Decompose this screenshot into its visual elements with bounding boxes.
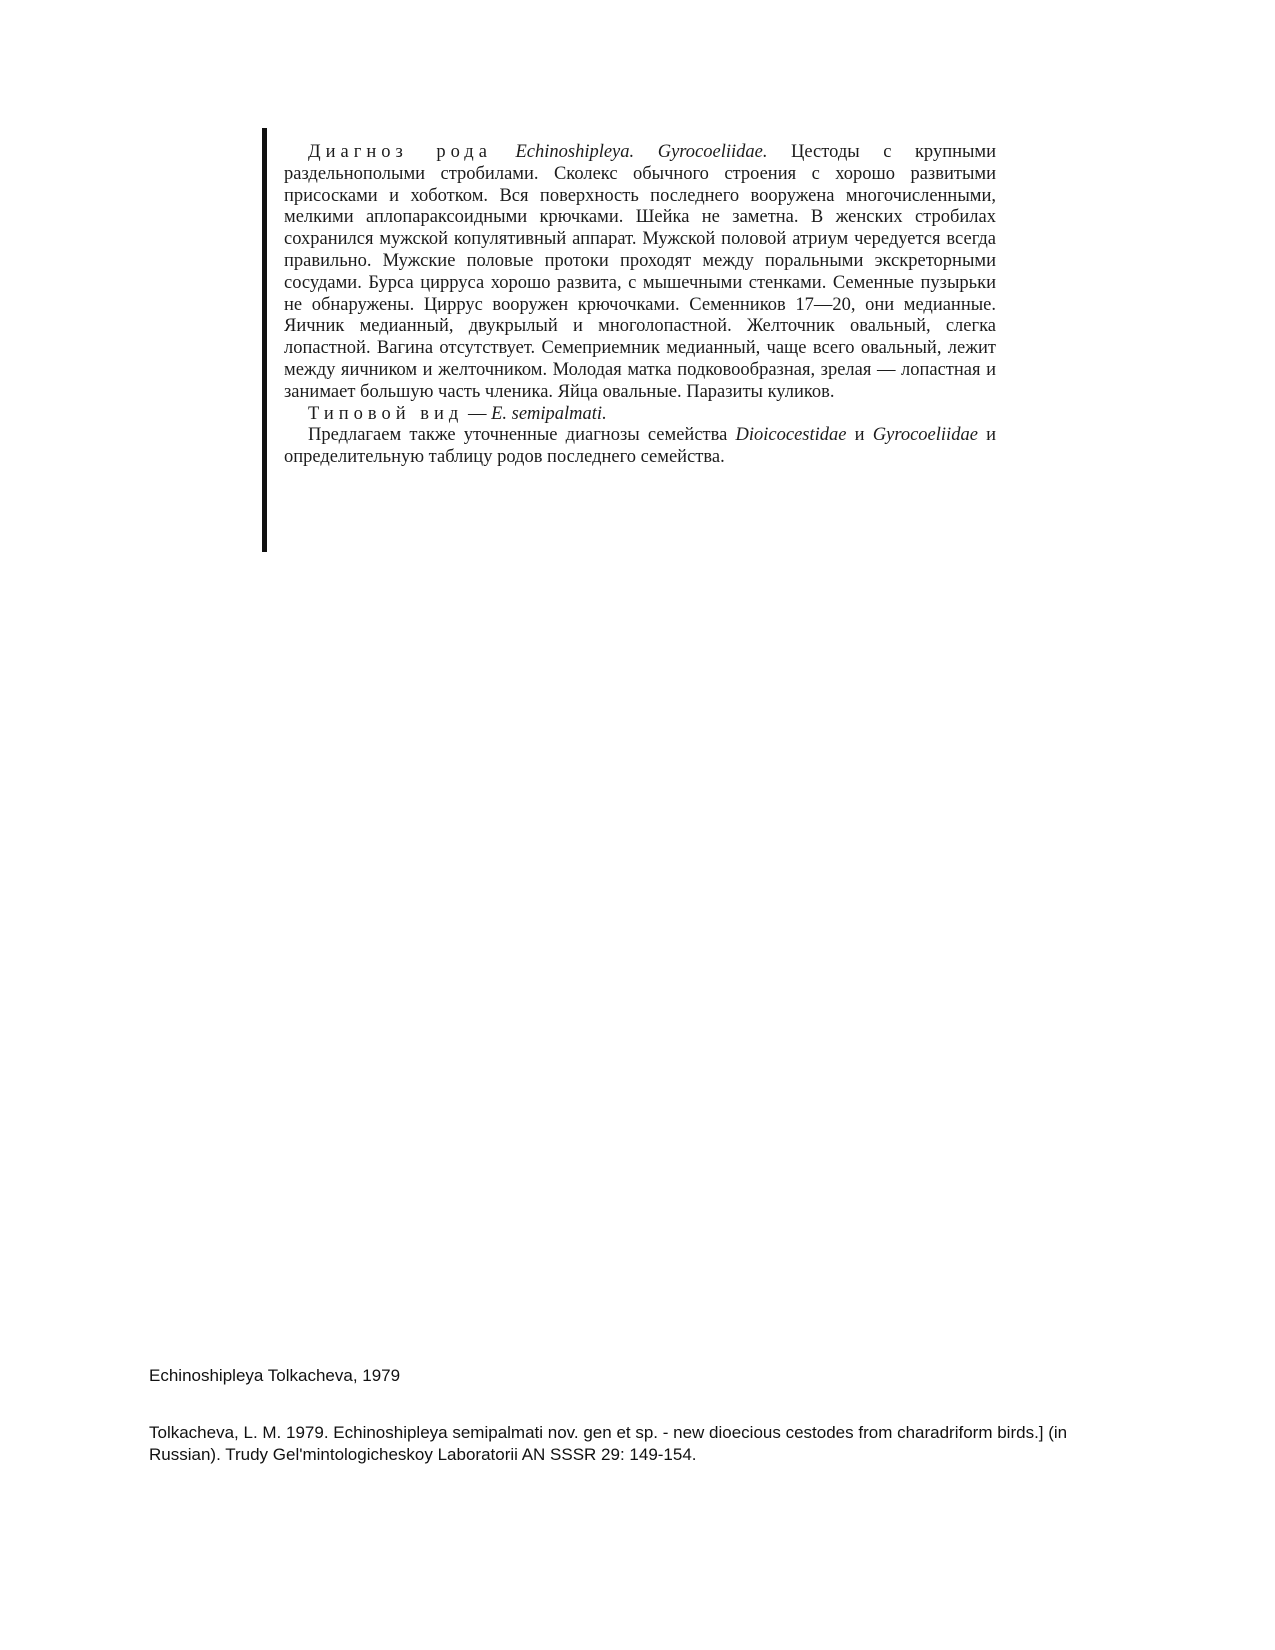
family-gyrocoeliidae: Gyrocoeliidae bbox=[872, 425, 978, 446]
type-species-dash: — bbox=[463, 403, 492, 424]
proposal-text-c: и определительную таблицу родов последнего семейства. bbox=[284, 425, 996, 468]
genus-name: Echinoshipleya. bbox=[515, 142, 635, 162]
family-name: Gyrocoeliidae. bbox=[657, 142, 768, 162]
genus-authority-line: Echinoshipleya Tolkacheva, 1979 bbox=[149, 1366, 401, 1385]
diagnosis-label: Диагноз рода bbox=[308, 142, 492, 162]
type-species-paragraph bbox=[284, 404, 996, 426]
genus-diagnosis-paragraph bbox=[284, 142, 996, 404]
scanned-page-excerpt bbox=[262, 120, 1002, 552]
family-dioicocestidae: Dioicocestidae bbox=[735, 425, 847, 446]
type-species-name: E. semipalmati. bbox=[491, 403, 607, 424]
diagnosis-body: Цестоды с крупными раздельнополыми стробилами. Сколекс обычного строения с хорошо развитыми присосками и хоботком. Вся поверхность последнего вооружена многочисленными, мелкими аплопараксоидными крючками. Шейка не заметна. В женских стробилах сохранился мужской копулятивный аппарат. Мужской половой атриум чередуется всегда правильно. Мужские половые протоки проходят между поральными экскреторными сосудами. Бурса цирруса хорошо развита, с мышечными стенками. Семенные пузырьки не обнаружены. Циррус вооружен крючочками. Семенников 17—20, они медианные. Яичник медианный, двукрылый и многолопастной. Желточник овальный, слегка лопастной. Вагина отсутствует. Семеприемник медианный, чаще всего овальный, лежит между яичником и желточником. Молодая матка подковообразная, зрелая — лопастная и занимает большую часть членика. Яйца овальные. Паразиты куликов. bbox=[284, 142, 997, 402]
scan-binding-edge bbox=[262, 128, 267, 552]
proposal-paragraph bbox=[284, 425, 996, 469]
type-species-label: Типовой вид bbox=[308, 403, 464, 424]
reference-citation: Tolkacheva, L. M. 1979. Echinoshipleya semipalmati nov. gen et sp. - new dioecious cestodes from charadriform birds.] (in Russian). Trudy Gel'mintologicheskoy Laboratorii AN SSSR 29: 149-154. bbox=[149, 1423, 1068, 1464]
proposal-text-a: Предлагаем также уточненные диагнозы семейства bbox=[308, 425, 736, 446]
proposal-text-b: и bbox=[846, 425, 873, 446]
scan-text-block bbox=[284, 142, 996, 469]
